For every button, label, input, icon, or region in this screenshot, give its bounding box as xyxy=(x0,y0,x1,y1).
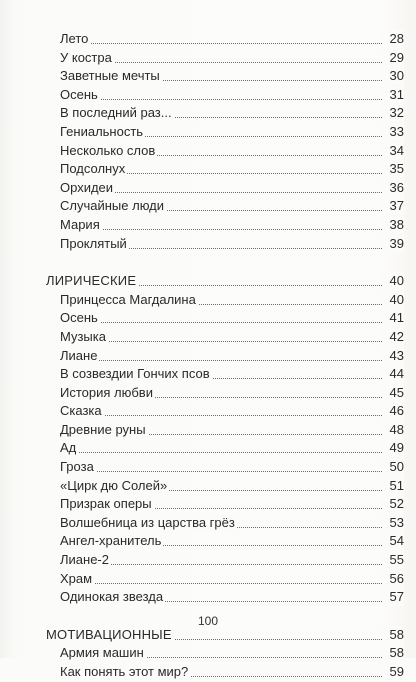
leader-dots xyxy=(60,99,384,100)
toc-entry xyxy=(46,439,404,458)
toc-entry-page: 41 xyxy=(382,309,404,327)
leader-dots xyxy=(60,43,384,44)
toc-entry-title: Одинокая звезда xyxy=(60,589,164,605)
toc-entry-page: 28 xyxy=(382,30,404,48)
toc-entry xyxy=(46,104,404,123)
toc-entry-page: 30 xyxy=(382,67,404,85)
leader-dots xyxy=(60,452,384,453)
toc-entry-page: 29 xyxy=(382,49,404,67)
toc-entry xyxy=(46,402,404,421)
toc-entry xyxy=(46,495,404,514)
toc-entry xyxy=(46,421,404,440)
toc-entry-title: «Цирк дю Солей» xyxy=(60,477,168,493)
toc-entry-page: 34 xyxy=(382,142,404,160)
toc-entry-page: 53 xyxy=(382,514,404,532)
toc-section-title: ЛИРИЧЕСКИЕ xyxy=(46,273,137,289)
toc-entry-page: 36 xyxy=(382,179,404,197)
toc-entry xyxy=(46,86,404,105)
toc-entry-title: История любви xyxy=(60,384,153,400)
toc-entry xyxy=(46,514,404,533)
toc-entry xyxy=(46,67,404,86)
toc-entry-page: 56 xyxy=(382,570,404,588)
toc-entry-title: Древние руны xyxy=(60,421,146,437)
toc-entry-page: 51 xyxy=(382,477,404,495)
toc-entry-page: 32 xyxy=(382,104,404,122)
toc-entry xyxy=(46,291,404,310)
toc-entry xyxy=(46,570,404,589)
toc-entry-title: Подсолнух xyxy=(60,161,126,177)
leader-dots xyxy=(60,341,384,342)
toc-entry-title: Гениальность xyxy=(60,123,144,139)
toc-entry-title: В последний раз... xyxy=(60,105,172,121)
toc-entry xyxy=(46,160,404,179)
leader-dots xyxy=(60,471,384,472)
toc-entry xyxy=(46,123,404,142)
toc-entry-page: 54 xyxy=(382,532,404,550)
toc-entry-title: Лето xyxy=(60,31,89,46)
leader-dots xyxy=(60,415,384,416)
toc-entry-page: 42 xyxy=(382,328,404,346)
toc-entry-page: 37 xyxy=(382,197,404,215)
toc-entry-title: В созвездии Гончих псов xyxy=(60,366,210,382)
toc-entry-title: Армия машин xyxy=(60,645,144,661)
toc-entry-page: 33 xyxy=(382,123,404,141)
toc-entry xyxy=(46,644,404,663)
toc-entry-page: 39 xyxy=(382,235,404,253)
toc-entry-title: Несколько слов xyxy=(60,142,156,158)
toc-entry-page: 49 xyxy=(382,439,404,457)
toc-entry xyxy=(46,49,404,68)
toc-entry-title: Гроза xyxy=(60,459,94,475)
toc-section-title: МОТИВАЦИОННЫЕ xyxy=(46,626,172,642)
toc-section-page: 40 xyxy=(382,272,404,290)
toc-section-lyric xyxy=(46,272,404,291)
toc-entry-title: Принцесса Магдалина xyxy=(60,291,196,307)
toc-entry-page: 35 xyxy=(382,160,404,178)
toc-entry-page: 52 xyxy=(382,495,404,513)
toc-entry-page: 58 xyxy=(382,644,404,662)
toc-entry xyxy=(46,142,404,161)
page-number: 100 xyxy=(197,614,219,628)
toc-entry xyxy=(46,365,404,384)
toc-entry-page: 38 xyxy=(382,216,404,234)
toc-entry-title: Проклятый xyxy=(60,235,127,251)
toc-entry xyxy=(46,30,404,49)
toc-entry-title: Волшебница из царства грёз xyxy=(60,514,235,530)
table-of-contents xyxy=(46,30,404,682)
toc-entry-title: Призрак оперы xyxy=(60,496,152,512)
toc-entry-page: 57 xyxy=(382,588,404,606)
toc-entry-title: Заветные мечты xyxy=(60,68,160,84)
toc-entry xyxy=(46,235,404,254)
toc-entry xyxy=(46,458,404,477)
toc-entry-page: 44 xyxy=(382,365,404,383)
toc-entry xyxy=(46,384,404,403)
toc-entry xyxy=(46,663,404,682)
toc-section-page: 58 xyxy=(382,626,404,644)
toc-entry-title: Сказка xyxy=(60,403,102,419)
toc-entry-title: Лиане xyxy=(60,347,98,363)
toc-entry-title: Как понять этот мир? xyxy=(60,664,189,679)
toc-entry xyxy=(46,347,404,366)
toc-entry xyxy=(46,179,404,198)
toc-entry xyxy=(46,477,404,496)
toc-entry-page: 50 xyxy=(382,458,404,476)
toc-entry xyxy=(46,309,404,328)
toc-entry xyxy=(46,197,404,216)
toc-entry xyxy=(46,588,404,607)
toc-entry-title: Случайные люди xyxy=(60,198,164,214)
toc-entry-page: 59 xyxy=(382,663,404,681)
leader-dots xyxy=(60,583,384,584)
toc-entry-page: 43 xyxy=(382,347,404,365)
toc-entry-page: 48 xyxy=(382,421,404,439)
toc-entry-title: Орхидеи xyxy=(60,179,114,195)
toc-entry xyxy=(46,551,404,570)
toc-entry-title: Осень xyxy=(60,310,98,326)
toc-entry xyxy=(46,328,404,347)
toc-entry-title: У костра xyxy=(60,49,112,65)
toc-entry xyxy=(46,216,404,235)
toc-entry-title: Ад xyxy=(60,440,77,456)
toc-entry-title: Ангел-хранитель xyxy=(60,533,162,549)
toc-entry-title: Музыка xyxy=(60,328,106,344)
leader-dots xyxy=(60,360,384,361)
toc-entry-title: Храм xyxy=(60,570,93,586)
toc-entry-page: 46 xyxy=(382,402,404,420)
toc-entry-page: 40 xyxy=(382,291,404,309)
toc-entry-page: 55 xyxy=(382,551,404,569)
toc-section-motivation xyxy=(46,626,404,645)
toc-entry-page: 31 xyxy=(382,86,404,104)
toc-entry-page: 45 xyxy=(382,384,404,402)
toc-entry-title: Мария xyxy=(60,216,100,232)
leader-dots xyxy=(60,229,384,230)
toc-entry xyxy=(46,532,404,551)
leader-dots xyxy=(60,322,384,323)
toc-entry-title: Лиане-2 xyxy=(60,552,109,568)
toc-entry-title: Осень xyxy=(60,86,98,102)
